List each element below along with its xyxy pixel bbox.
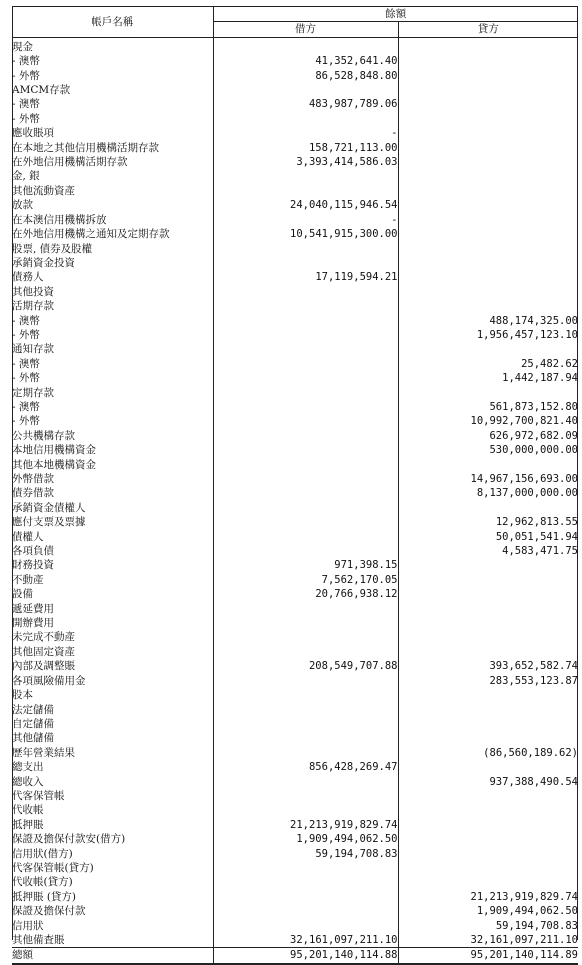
debit-cell: 856,428,269.47 xyxy=(213,760,398,774)
table-row xyxy=(12,789,578,803)
debit-cell xyxy=(213,357,398,371)
credit-cell xyxy=(398,875,578,889)
table-row xyxy=(12,861,578,875)
table-row xyxy=(12,227,578,241)
table-row xyxy=(12,83,578,97)
table-row xyxy=(12,285,578,299)
table-row xyxy=(12,371,578,385)
account-name-cell: - 澳幣 xyxy=(12,314,213,328)
credit-cell xyxy=(398,847,578,861)
credit-cell xyxy=(398,760,578,774)
table-row xyxy=(12,703,578,717)
debit-cell: 208,549,707.88 xyxy=(213,659,398,673)
account-name-cell: 抵押賬 (貸方) xyxy=(12,890,213,904)
credit-cell xyxy=(398,270,578,284)
account-name-cell: 活期存款 xyxy=(12,299,213,313)
debit-cell xyxy=(213,443,398,457)
account-name-cell: - 外幣 xyxy=(12,414,213,428)
credit-cell xyxy=(398,37,578,54)
table-row xyxy=(12,270,578,284)
debit-cell xyxy=(213,501,398,515)
account-name-cell: 股票, 債券及股權 xyxy=(12,242,213,256)
table-row xyxy=(12,573,578,587)
credit-cell xyxy=(398,630,578,644)
debit-cell xyxy=(213,861,398,875)
balance-header: 餘額 xyxy=(213,7,578,22)
table-row xyxy=(12,357,578,371)
account-name-cell: 放款 xyxy=(12,198,213,212)
credit-cell xyxy=(398,299,578,313)
credit-cell xyxy=(398,69,578,83)
table-row xyxy=(12,155,578,169)
account-name-cell: - 澳幣 xyxy=(12,97,213,111)
credit-header: 貸方 xyxy=(398,22,578,37)
debit-cell xyxy=(213,486,398,500)
table-row xyxy=(12,314,578,328)
table-row xyxy=(12,558,578,572)
table-row xyxy=(12,645,578,659)
debit-cell: 41,352,641.40 xyxy=(213,54,398,68)
debit-cell xyxy=(213,386,398,400)
account-name-cell: 其他備査賬 xyxy=(12,933,213,948)
debit-cell: 10,541,915,300.00 xyxy=(213,227,398,241)
debit-cell xyxy=(213,342,398,356)
table-row xyxy=(12,429,578,443)
debit-cell xyxy=(213,314,398,328)
debit-cell xyxy=(213,919,398,933)
debit-cell xyxy=(213,803,398,817)
debit-cell: 971,398.15 xyxy=(213,558,398,572)
debit-cell xyxy=(213,256,398,270)
debit-cell: 17,119,594.21 xyxy=(213,270,398,284)
table-row xyxy=(12,904,578,918)
debit-cell xyxy=(213,37,398,54)
table-row xyxy=(12,674,578,688)
credit-cell xyxy=(398,112,578,126)
table-row xyxy=(12,328,578,342)
debit-cell xyxy=(213,674,398,688)
table-row xyxy=(12,69,578,83)
debit-cell: - xyxy=(213,126,398,140)
debit-cell: 3,393,414,586.03 xyxy=(213,155,398,169)
debit-cell xyxy=(213,544,398,558)
table-row xyxy=(12,933,578,948)
table-row xyxy=(12,602,578,616)
table-row xyxy=(12,659,578,673)
account-name-cell: - 外幣 xyxy=(12,69,213,83)
credit-cell xyxy=(398,169,578,183)
table-row xyxy=(12,486,578,500)
table-row xyxy=(12,37,578,54)
table-row xyxy=(12,731,578,745)
debit-cell xyxy=(213,414,398,428)
credit-cell xyxy=(398,242,578,256)
debit-cell: - xyxy=(213,213,398,227)
account-name-cell: 其他投資 xyxy=(12,285,213,299)
account-name-cell: 其他流動資產 xyxy=(12,184,213,198)
table-row xyxy=(12,342,578,356)
account-name-cell: 金, 銀 xyxy=(12,169,213,183)
debit-cell xyxy=(213,328,398,342)
debit-cell: 7,562,170.05 xyxy=(213,573,398,587)
table-row xyxy=(12,630,578,644)
credit-cell xyxy=(398,616,578,630)
account-name-cell: 內部及調整賬 xyxy=(12,659,213,673)
account-name-cell: 債務人 xyxy=(12,270,213,284)
credit-cell: 21,213,919,829.74 xyxy=(470,890,578,903)
account-name-cell: 代客保管帳(貸方) xyxy=(12,861,213,875)
credit-cell xyxy=(398,256,578,270)
debit-cell xyxy=(213,602,398,616)
total-debit: 95,201,140,114.88 xyxy=(213,948,398,964)
total-label: 總額 xyxy=(12,948,213,964)
account-name-cell: 法定儲備 xyxy=(12,703,213,717)
debit-cell xyxy=(213,83,398,97)
account-name-cell: 在本澳信用機構拆放 xyxy=(12,213,213,227)
credit-cell xyxy=(398,688,578,702)
account-name-cell: 保證及擔保付款 xyxy=(12,904,213,918)
account-name-cell: 總收入 xyxy=(12,775,213,789)
account-name-cell: 債權人 xyxy=(12,530,213,544)
account-name-cell: 遞延費用 xyxy=(12,602,213,616)
account-name-cell: 代客保管帳 xyxy=(12,789,213,803)
credit-cell xyxy=(398,803,578,817)
credit-cell: 10,992,700,821.40 xyxy=(470,415,578,428)
credit-cell xyxy=(398,573,578,587)
account-name-cell: 在外地信用機構之通知及定期存款 xyxy=(12,227,213,241)
table-row xyxy=(12,386,578,400)
credit-cell: 626,972,682.09 xyxy=(489,429,578,442)
debit-cell xyxy=(213,717,398,731)
debit-cell xyxy=(213,371,398,385)
debit-cell xyxy=(213,746,398,760)
debit-cell: 483,987,789.06 xyxy=(213,97,398,111)
account-name-cell: 各項風險備用金 xyxy=(12,674,213,688)
total-credit: 95,201,140,114.89 xyxy=(398,948,578,964)
table-row xyxy=(12,688,578,702)
table-row xyxy=(12,847,578,861)
credit-cell xyxy=(398,213,578,227)
account-name-cell: 信用狀(借方) xyxy=(12,847,213,861)
table-row xyxy=(12,890,578,904)
debit-cell: 24,040,115,946.54 xyxy=(213,198,398,212)
account-name-cell: - 外幣 xyxy=(12,371,213,385)
table-row xyxy=(12,875,578,889)
table-row xyxy=(12,587,578,601)
debit-cell: 20,766,938.12 xyxy=(213,587,398,601)
table-row xyxy=(12,184,578,198)
credit-cell xyxy=(398,141,578,155)
account-name-cell: 設備 xyxy=(12,587,213,601)
account-name-cell: 不動產 xyxy=(12,573,213,587)
table-row xyxy=(12,760,578,774)
table-row xyxy=(12,97,578,111)
account-name-cell: 自定儲備 xyxy=(12,717,213,731)
credit-cell: 393,652,582.74 xyxy=(489,660,578,673)
debit-cell xyxy=(213,904,398,918)
debit-cell xyxy=(213,429,398,443)
account-name-cell: 財務投資 xyxy=(12,558,213,572)
table-row xyxy=(12,54,578,68)
table-row xyxy=(12,746,578,760)
credit-cell: 283,553,123.87 xyxy=(489,674,578,687)
table-row xyxy=(12,141,578,155)
credit-cell: 12,962,813.55 xyxy=(495,516,578,529)
total-row xyxy=(12,948,578,964)
account-name-cell: 公共機構存款 xyxy=(12,429,213,443)
credit-cell xyxy=(398,703,578,717)
account-name-cell: - 澳幣 xyxy=(12,357,213,371)
debit-header: 借方 xyxy=(213,22,398,37)
debit-cell xyxy=(213,285,398,299)
table-row xyxy=(12,169,578,183)
account-name-cell: - 澳幣 xyxy=(12,54,213,68)
credit-cell xyxy=(398,832,578,846)
table-row xyxy=(12,400,578,414)
account-name-cell: 承銷資金投資 xyxy=(12,256,213,270)
debit-cell: 32,161,097,211.10 xyxy=(213,933,398,948)
account-name-cell: 信用狀 xyxy=(12,919,213,933)
debit-cell xyxy=(213,645,398,659)
table-row xyxy=(12,443,578,457)
credit-cell xyxy=(398,458,578,472)
credit-cell xyxy=(398,285,578,299)
account-name-cell: 保證及擔保付款安(借方) xyxy=(12,832,213,846)
table-row xyxy=(12,458,578,472)
credit-cell xyxy=(398,54,578,68)
table-row xyxy=(12,616,578,630)
account-name-cell: 股本 xyxy=(12,688,213,702)
credit-cell xyxy=(398,717,578,731)
debit-cell xyxy=(213,169,398,183)
table-row xyxy=(12,515,578,529)
account-name-cell: 債券借款 xyxy=(12,486,213,500)
credit-cell xyxy=(398,645,578,659)
table-row xyxy=(12,832,578,846)
credit-cell: 8,137,000,000.00 xyxy=(476,487,578,500)
credit-cell xyxy=(398,97,578,111)
credit-cell: 1,909,494,062.50 xyxy=(476,905,578,918)
credit-cell xyxy=(398,861,578,875)
credit-cell: 561,873,152.80 xyxy=(489,400,578,413)
trial-balance-table xyxy=(12,6,578,965)
debit-cell xyxy=(213,112,398,126)
table-row xyxy=(12,501,578,515)
debit-cell: 59,194,708.83 xyxy=(213,847,398,861)
credit-cell xyxy=(398,731,578,745)
table-row xyxy=(12,242,578,256)
debit-cell xyxy=(213,616,398,630)
credit-cell: 1,956,457,123.10 xyxy=(476,328,578,341)
credit-cell xyxy=(398,83,578,97)
debit-cell xyxy=(213,458,398,472)
account-name-cell: 應收賬項 xyxy=(12,126,213,140)
debit-cell: 21,213,919,829.74 xyxy=(213,818,398,832)
table-row xyxy=(12,717,578,731)
account-name-cell: 其他固定資產 xyxy=(12,645,213,659)
debit-cell xyxy=(213,630,398,644)
credit-cell xyxy=(398,126,578,140)
credit-cell: (86,560,189.62) xyxy=(483,746,578,759)
debit-cell xyxy=(213,184,398,198)
debit-cell xyxy=(213,731,398,745)
debit-cell xyxy=(213,688,398,702)
account-name-cell: 應付支票及票據 xyxy=(12,515,213,529)
account-name-cell: 承銷資金債權人 xyxy=(12,501,213,515)
debit-cell xyxy=(213,890,398,904)
debit-cell xyxy=(213,515,398,529)
credit-cell xyxy=(398,587,578,601)
account-name-header: 帳戶名稱 xyxy=(12,7,213,38)
credit-cell xyxy=(398,602,578,616)
account-name-cell: 開辦費用 xyxy=(12,616,213,630)
debit-cell xyxy=(213,299,398,313)
credit-cell: 937,388,490.54 xyxy=(489,775,578,788)
debit-cell xyxy=(213,400,398,414)
account-name-cell: - 外幣 xyxy=(12,328,213,342)
table-row xyxy=(12,775,578,789)
table-row xyxy=(12,213,578,227)
credit-cell: 59,194,708.83 xyxy=(495,919,578,932)
credit-cell: 32,161,097,211.10 xyxy=(470,934,578,946)
account-name-cell: 未完成不動產 xyxy=(12,630,213,644)
credit-cell: 50,051,541.94 xyxy=(495,530,578,543)
account-name-cell: 代收帳 xyxy=(12,803,213,817)
debit-cell xyxy=(213,472,398,486)
table-row xyxy=(12,544,578,558)
account-name-cell: - 外幣 xyxy=(12,112,213,126)
account-name-cell: 代收帳(貸方) xyxy=(12,875,213,889)
credit-cell xyxy=(398,155,578,169)
table-row xyxy=(12,818,578,832)
debit-cell xyxy=(213,875,398,889)
credit-cell xyxy=(398,789,578,803)
account-name-cell: 在外地信用機構活期存款 xyxy=(12,155,213,169)
account-name-cell: 外幣借款 xyxy=(12,472,213,486)
account-name-cell: 總支出 xyxy=(12,760,213,774)
account-name-cell: 抵押賬 xyxy=(12,818,213,832)
account-name-cell: 在本地之其他信用機構活期存款 xyxy=(12,141,213,155)
debit-cell xyxy=(213,242,398,256)
table-row xyxy=(12,803,578,817)
account-name-cell: 各項負債 xyxy=(12,544,213,558)
table-row xyxy=(12,256,578,270)
table-row xyxy=(12,530,578,544)
account-name-cell: - 澳幣 xyxy=(12,400,213,414)
credit-cell xyxy=(398,342,578,356)
credit-cell: 14,967,156,693.00 xyxy=(470,473,578,485)
credit-cell xyxy=(398,501,578,515)
credit-cell: 1,442,187.94 xyxy=(502,372,578,385)
credit-cell xyxy=(398,198,578,212)
debit-cell: 1,909,494,062.50 xyxy=(213,832,398,846)
table-row xyxy=(12,198,578,212)
account-name-cell: 歷年營業結果 xyxy=(12,746,213,760)
credit-cell xyxy=(398,818,578,832)
table-row xyxy=(12,414,578,428)
account-name-cell: 定期存款 xyxy=(12,386,213,400)
ledger-body xyxy=(12,37,578,948)
account-name-cell: 通知存款 xyxy=(12,342,213,356)
account-name-cell: 現金 xyxy=(12,37,213,54)
debit-cell xyxy=(213,789,398,803)
credit-cell: 530,000,000.00 xyxy=(489,444,578,457)
table-row xyxy=(12,299,578,313)
table-row xyxy=(12,112,578,126)
account-name-cell: 其他本地機構資金 xyxy=(12,458,213,472)
debit-cell xyxy=(213,703,398,717)
debit-cell xyxy=(213,775,398,789)
table-row xyxy=(12,919,578,933)
account-name-cell: 本地信用機構資金 xyxy=(12,443,213,457)
debit-cell: 86,528,848.80 xyxy=(213,69,398,83)
header-row-top xyxy=(12,7,578,22)
credit-cell: 25,482.62 xyxy=(521,357,578,370)
credit-cell xyxy=(398,386,578,400)
credit-cell: 4,583,471.75 xyxy=(502,545,578,558)
account-name-cell: 其他儲備 xyxy=(12,731,213,745)
credit-cell xyxy=(398,184,578,198)
debit-cell xyxy=(213,530,398,544)
credit-cell xyxy=(398,227,578,241)
debit-cell: 158,721,113.00 xyxy=(213,141,398,155)
credit-cell: 488,174,325.00 xyxy=(489,314,578,327)
credit-cell xyxy=(398,558,578,572)
table-row xyxy=(12,126,578,140)
account-name-cell: AMCM存款 xyxy=(12,83,213,97)
table-row xyxy=(12,472,578,486)
